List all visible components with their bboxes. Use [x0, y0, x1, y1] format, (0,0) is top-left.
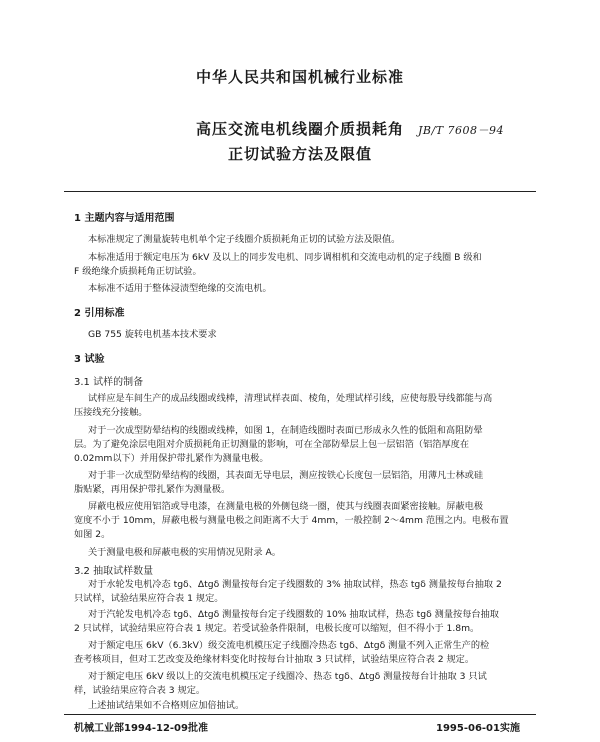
subsection-3-2-paragraph: 只试样，试验结果应符合表 1 规定。 [74, 593, 224, 604]
subsection-3-2-paragraph: 对于额定电压 6kV（6.3kV）级交流电机模压定子线圈冷热态 tgδ、Δtgδ 测量不列入正常生产的检 [88, 640, 490, 651]
section-3-heading: 3 试验 [74, 354, 105, 365]
section-1-paragraph: 本标准规定了测量旋转电机单个定子线圈介质损耗角正切的试验方法及限值。 [88, 234, 401, 245]
subsection-3-1-heading: 3.1 试样的制备 [74, 377, 144, 388]
subsection-3-1-paragraph: 关于测量电极和屏蔽电极的实用情况见附录 A。 [88, 547, 281, 558]
standard-code: JB/T 7608－94 [418, 124, 505, 137]
subsection-3-1-paragraph: 宽度不小于 10mm，屏蔽电极与测量电极之间距离不大于 4mm，一般控制 2～4mm 范围之内。电极布置 [74, 515, 509, 526]
section-1-heading: 1 主题内容与适用范围 [74, 213, 175, 224]
subsection-3-2-paragraph: 对于汽轮发电机冷态 tgδ、Δtgδ 测量按每台定子线圈数的 10% 抽取试样，热态 tgδ 测量按每台抽取 [88, 609, 499, 620]
section-1-paragraph: 本标准适用于额定电压为 6kV 及以上的同步发电机、同步调相机和交流电动机的定子线圈 B 级和 [88, 252, 482, 263]
approval-date: 机械工业部1994-12-09批准 [74, 723, 208, 734]
subsection-3-2-paragraph: 查考核项目，但对工艺改变及绝缘材料变化时按每台计抽取 3 只试样，试验结果应符合表 2 规定。 [74, 654, 475, 665]
subsection-3-2-paragraph: 对于额定电压 6kV 级以上的交流电机模压定子线圈冷、热态 tgδ、Δtgδ 测量按每台计抽取 3 只试 [88, 671, 487, 682]
subsection-3-1-paragraph: 试样应是车间生产的成品线圈或线棒，清理试样表面、棱角，处理试样引线，应使每股导线都能与高 [88, 393, 493, 404]
subsection-3-1-paragraph: 对于一次成型防晕结构的线圈或线棒，如图 1，在制造线圈时表面已形成永久性的低阻和高阻防晕 [88, 425, 483, 436]
section-1-paragraph: 本标准不适用于整体浸渍型绝缘的交流电机。 [88, 283, 272, 294]
subsection-3-1-paragraph: 对于非一次成型防晕结构的线圈，其表面无导电层，测应按铁心长度包一层铝箔，用薄凡士林或硅 [88, 470, 484, 481]
subsection-3-1-paragraph: 如图 2。 [74, 529, 111, 540]
subsection-3-1-paragraph: 压接线充分接触。 [74, 407, 148, 418]
footer-divider [64, 714, 536, 715]
section-1-paragraph: F 级绝缘介质损耗角正切试验。 [74, 266, 202, 277]
section-2-heading: 2 引用标准 [74, 308, 125, 319]
subsection-3-1-paragraph: 0.02mm以下）并用保护带扎紧作为测量电极。 [74, 453, 269, 464]
subsection-3-2-heading: 3.2 抽取试样数量 [74, 566, 154, 577]
header-divider [64, 191, 536, 192]
subsection-3-2-paragraph: 对于水轮发电机冷态 tgδ、Δtgδ 测量按每台定子线圈数的 3% 抽取试样，热态 tgδ 测量按每台抽取 2 [88, 579, 502, 590]
standard-category: 中华人民共和国机械行业标准 [195, 68, 404, 86]
reference-item: GB 755 旋转电机基本技术要求 [88, 329, 217, 340]
effective-date: 1995-06-01实施 [436, 723, 520, 734]
title-line-1: 高压交流电机线圈介质损耗角 [195, 120, 404, 138]
subsection-3-2-paragraph: 上述抽试结果如不合格则应加倍抽试。 [88, 700, 245, 711]
title-line-2: 正切试验方法及限值 [227, 145, 372, 163]
subsection-3-1-paragraph: 脂贴紧，再用保护带扎紧作为测量极。 [74, 484, 231, 495]
subsection-3-2-paragraph: 样，试验结果应符合表 3 规定。 [74, 685, 206, 696]
subsection-3-1-paragraph: 层。为了避免涂层电阻对介质损耗角正切测量的影响，可在全部防晕层上包一层铝箔（铝箔厚度在 [74, 439, 470, 450]
subsection-3-1-paragraph: 屏蔽电极应使用铝箔或导电漆，在测量电极的外侧包绕一圈，使其与线圈表面紧密接触。屏蔽电极 [88, 501, 484, 512]
subsection-3-2-paragraph: 2 只试样，试验结果应符合表 1 规定。若受试验条件限制，电极长度可以缩短，但不得小于 1.8m。 [74, 623, 480, 634]
